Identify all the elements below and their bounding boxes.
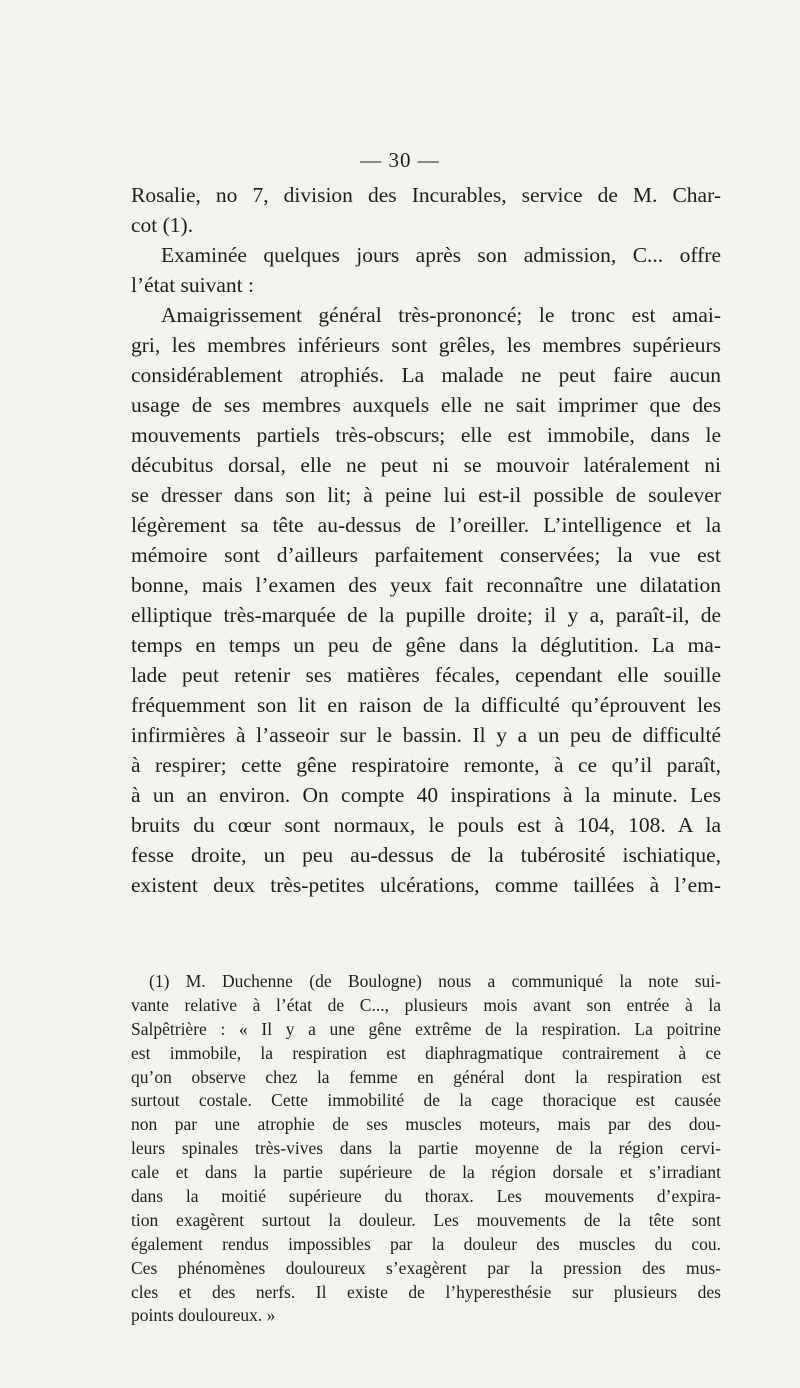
footnote-line: qu’on observe chez la femme en général dont la respiration est (131, 1066, 721, 1087)
footnote-line: surtout costale. Cette immobilité de la cage thoracique est causée (131, 1090, 721, 1111)
paragraph-line: fréquemment son lit en raison de la difficulté qu’éprouvent les (131, 693, 721, 717)
paragraph-line: temps en temps un peu de gêne dans la déglutition. La ma- (131, 633, 721, 657)
footnote-line: tion exagèrent surtout la douleur. Les mouvements de la tête sont (131, 1209, 721, 1230)
paragraph-line: Rosalie, no 7, division des Incurables, service de M. Char- (131, 183, 721, 207)
footnote-line: cale et dans la partie supérieure de la région dorsale et s’irradiant (131, 1162, 721, 1183)
footnote-line: cles et des nerfs. Il existe de l’hyperesthésie sur plusieurs des (131, 1281, 721, 1302)
paragraph-line: mouvements partiels très-obscurs; elle est immobile, dans le (131, 423, 721, 447)
paragraph-line: fesse droite, un peu au-dessus de la tubérosité ischiatique, (131, 843, 721, 867)
paragraph-line: légèrement sa tête au-dessus de l’oreiller. L’intelligence et la (131, 513, 721, 537)
paragraph-line: décubitus dorsal, elle ne peut ni se mouvoir latéralement ni (131, 453, 721, 477)
footnote-line: Ces phénomènes douloureux s’exagèrent par la pression des mus- (131, 1257, 721, 1278)
main-text (131, 180, 721, 900)
paragraph-line: Amaigrissement général très-prononcé; le tronc est amai- (161, 303, 721, 327)
paragraph-line: à un an environ. On compte 40 inspirations à la minute. Les (131, 783, 721, 807)
paragraph-line: se dresser dans son lit; à peine lui est-il possible de soulever (131, 483, 721, 507)
footnote (131, 970, 721, 1328)
page-number: — 30 — (360, 148, 440, 172)
footnote-line: est immobile, la respiration est diaphragmatique contrairement à ce (131, 1042, 721, 1063)
footnote-line: leurs spinales très-vives dans la partie moyenne de la région cervi- (131, 1138, 721, 1159)
paragraph-line: elliptique très-marquée de la pupille droite; il y a, paraît-il, de (131, 603, 721, 627)
paragraph-line: usage de ses membres auxquels elle ne sait imprimer que des (131, 393, 721, 417)
paragraph-line: bonne, mais l’examen des yeux fait reconnaître une dilatation (131, 573, 721, 597)
paragraph-line: mémoire sont d’ailleurs parfaitement conservées; la vue est (131, 543, 721, 567)
paragraph-line: Examinée quelques jours après son admission, C... offre (161, 243, 721, 267)
paragraph-line: gri, les membres inférieurs sont grêles, les membres supérieurs (131, 333, 721, 357)
paragraph-line: existent deux très-petites ulcérations, comme taillées à l’em- (131, 873, 721, 897)
paragraph-line: infirmières à l’asseoir sur le bassin. Il y a un peu de difficulté (131, 723, 721, 747)
footnote-line: Salpêtrière : « Il y a une gêne extrême de la respiration. La poitrine (131, 1018, 721, 1039)
paragraph-line: cot (1). (131, 213, 194, 237)
footnote-line: (1) M. Duchenne (de Boulogne) nous a communiqué la note sui- (149, 971, 721, 991)
paragraph-line: bruits du cœur sont normaux, le pouls est à 104, 108. A la (131, 813, 721, 837)
paragraph-line: l’état suivant : (131, 273, 254, 297)
paragraph-line: à respirer; cette gêne respiratoire remonte, à ce qu’il paraît, (131, 753, 721, 777)
footnote-line: dans la moitié supérieure du thorax. Les mouvements d’expira- (131, 1186, 721, 1207)
footnote-line: points douloureux. » (131, 1305, 276, 1326)
footnote-line: également rendus impossibles par la douleur des muscles du cou. (131, 1233, 721, 1254)
paragraph-line: considérablement atrophiés. La malade ne peut faire aucun (131, 363, 721, 387)
footnote-line: vante relative à l’état de C..., plusieurs mois avant son entrée à la (131, 994, 721, 1015)
footnote-line: non par une atrophie de ses muscles moteurs, mais par des dou- (131, 1114, 721, 1135)
paragraph-line: lade peut retenir ses matières fécales, cependant elle souille (131, 663, 721, 687)
